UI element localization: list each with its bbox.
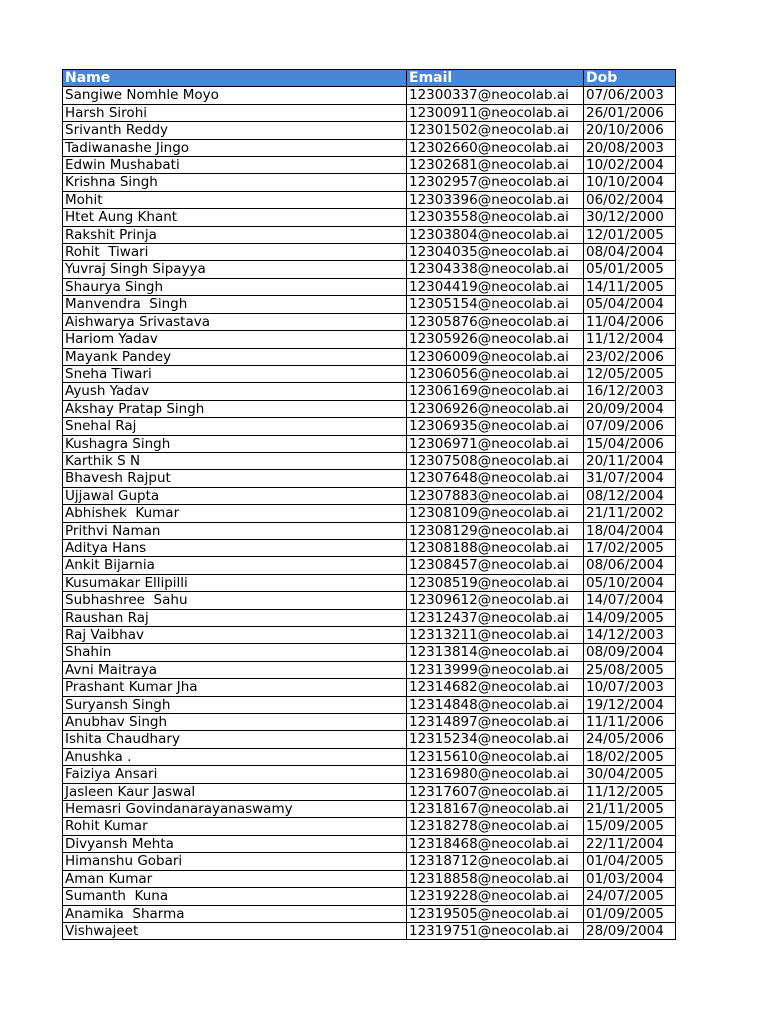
table-row [63, 592, 676, 609]
cell-name: Prithvi Naman [63, 522, 407, 539]
cell-name: Anubhav Singh [63, 714, 407, 731]
cell-name: Kusumakar Ellipilli [63, 574, 407, 591]
cell-email: 12319751@neocolab.ai [407, 922, 584, 939]
cell-name: Sangiwe Nomhle Moyo [63, 87, 407, 104]
cell-name: Kushagra Singh [63, 435, 407, 452]
cell-email: 12318712@neocolab.ai [407, 853, 584, 870]
cell-email: 12318167@neocolab.ai [407, 801, 584, 818]
cell-email: 12303558@neocolab.ai [407, 209, 584, 226]
cell-name: Vishwajeet [63, 922, 407, 939]
table-row [63, 157, 676, 174]
cell-name: Aishwarya Srivastava [63, 313, 407, 330]
cell-dob: 20/08/2003 [584, 139, 676, 156]
cell-email: 12304338@neocolab.ai [407, 261, 584, 278]
cell-name: Mohit [63, 191, 407, 208]
cell-email: 12309612@neocolab.ai [407, 592, 584, 609]
cell-email: 12315610@neocolab.ai [407, 748, 584, 765]
cell-dob: 10/02/2004 [584, 157, 676, 174]
cell-dob: 01/04/2005 [584, 853, 676, 870]
cell-email: 12308188@neocolab.ai [407, 539, 584, 556]
cell-dob: 15/09/2005 [584, 818, 676, 835]
table-row [63, 818, 676, 835]
cell-dob: 31/07/2004 [584, 470, 676, 487]
cell-dob: 11/12/2004 [584, 331, 676, 348]
cell-dob: 08/09/2004 [584, 644, 676, 661]
cell-email: 12307648@neocolab.ai [407, 470, 584, 487]
cell-name: Karthik S N [63, 452, 407, 469]
cell-name: Ishita Chaudhary [63, 731, 407, 748]
table-row [63, 661, 676, 678]
cell-dob: 16/12/2003 [584, 383, 676, 400]
cell-email: 12313211@neocolab.ai [407, 627, 584, 644]
cell-name: Rohit Tiwari [63, 244, 407, 261]
cell-name: Ayush Yadav [63, 383, 407, 400]
cell-name: Shaurya Singh [63, 278, 407, 295]
cell-name: Faiziya Ansari [63, 766, 407, 783]
cell-name: Sneha Tiwari [63, 365, 407, 382]
table-row [63, 835, 676, 852]
cell-email: 12305154@neocolab.ai [407, 296, 584, 313]
cell-dob: 05/01/2005 [584, 261, 676, 278]
cell-dob: 30/04/2005 [584, 766, 676, 783]
cell-email: 12319505@neocolab.ai [407, 905, 584, 922]
cell-email: 12306009@neocolab.ai [407, 348, 584, 365]
cell-email: 12306056@neocolab.ai [407, 365, 584, 382]
cell-email: 12303804@neocolab.ai [407, 226, 584, 243]
header-row [63, 70, 676, 87]
cell-email: 12318468@neocolab.ai [407, 835, 584, 852]
cell-name: Divyansh Mehta [63, 835, 407, 852]
cell-email: 12318858@neocolab.ai [407, 870, 584, 887]
cell-name: Jasleen Kaur Jaswal [63, 783, 407, 800]
cell-dob: 10/07/2003 [584, 679, 676, 696]
cell-dob: 24/05/2006 [584, 731, 676, 748]
cell-email: 12308109@neocolab.ai [407, 505, 584, 522]
cell-email: 12306935@neocolab.ai [407, 418, 584, 435]
cell-email: 12313814@neocolab.ai [407, 644, 584, 661]
cell-dob: 05/10/2004 [584, 574, 676, 591]
cell-email: 12302957@neocolab.ai [407, 174, 584, 191]
cell-dob: 20/09/2004 [584, 400, 676, 417]
cell-name: Anamika Sharma [63, 905, 407, 922]
student-table [62, 69, 676, 940]
table-row [63, 870, 676, 887]
cell-name: Krishna Singh [63, 174, 407, 191]
cell-name: Srivanth Reddy [63, 122, 407, 139]
table-row [63, 627, 676, 644]
table-row [63, 104, 676, 121]
cell-dob: 30/12/2000 [584, 209, 676, 226]
cell-name: Ujjawal Gupta [63, 487, 407, 504]
cell-dob: 22/11/2004 [584, 835, 676, 852]
table-row [63, 296, 676, 313]
cell-name: Aman Kumar [63, 870, 407, 887]
cell-email: 12304419@neocolab.ai [407, 278, 584, 295]
table-row [63, 365, 676, 382]
cell-dob: 18/04/2004 [584, 522, 676, 539]
cell-name: Snehal Raj [63, 418, 407, 435]
cell-email: 12312437@neocolab.ai [407, 609, 584, 626]
cell-email: 12314897@neocolab.ai [407, 714, 584, 731]
cell-name: Ankit Bijarnia [63, 557, 407, 574]
table-row [63, 574, 676, 591]
header-email: Email [407, 70, 584, 87]
cell-name: Manvendra Singh [63, 296, 407, 313]
cell-dob: 14/11/2005 [584, 278, 676, 295]
cell-dob: 14/07/2004 [584, 592, 676, 609]
cell-dob: 06/02/2004 [584, 191, 676, 208]
cell-name: Akshay Pratap Singh [63, 400, 407, 417]
table-row [63, 244, 676, 261]
cell-dob: 08/06/2004 [584, 557, 676, 574]
cell-email: 12319228@neocolab.ai [407, 888, 584, 905]
cell-dob: 05/04/2004 [584, 296, 676, 313]
cell-dob: 10/10/2004 [584, 174, 676, 191]
cell-email: 12316980@neocolab.ai [407, 766, 584, 783]
cell-email: 12307883@neocolab.ai [407, 487, 584, 504]
cell-email: 12313999@neocolab.ai [407, 661, 584, 678]
cell-name: Rakshit Prinja [63, 226, 407, 243]
table-row [63, 383, 676, 400]
table-row [63, 331, 676, 348]
cell-email: 12306169@neocolab.ai [407, 383, 584, 400]
cell-email: 12306971@neocolab.ai [407, 435, 584, 452]
table-body [63, 87, 676, 940]
cell-dob: 28/09/2004 [584, 922, 676, 939]
table-row [63, 801, 676, 818]
cell-dob: 07/06/2003 [584, 87, 676, 104]
cell-email: 12317607@neocolab.ai [407, 783, 584, 800]
table-row [63, 888, 676, 905]
cell-name: Hariom Yadav [63, 331, 407, 348]
table-row [63, 922, 676, 939]
cell-name: Avni Maitraya [63, 661, 407, 678]
cell-dob: 25/08/2005 [584, 661, 676, 678]
table-row [63, 418, 676, 435]
cell-dob: 08/12/2004 [584, 487, 676, 504]
cell-email: 12302660@neocolab.ai [407, 139, 584, 156]
cell-email: 12308129@neocolab.ai [407, 522, 584, 539]
cell-name: Prashant Kumar Jha [63, 679, 407, 696]
cell-email: 12303396@neocolab.ai [407, 191, 584, 208]
cell-dob: 08/04/2004 [584, 244, 676, 261]
table-row [63, 174, 676, 191]
cell-name: Yuvraj Singh Sipayya [63, 261, 407, 278]
cell-dob: 21/11/2002 [584, 505, 676, 522]
cell-name: Raj Vaibhav [63, 627, 407, 644]
cell-name: Hemasri Govindanarayanaswamy [63, 801, 407, 818]
table-row [63, 766, 676, 783]
table-row [63, 731, 676, 748]
cell-email: 12315234@neocolab.ai [407, 731, 584, 748]
table-row [63, 470, 676, 487]
table-row [63, 905, 676, 922]
cell-dob: 15/04/2006 [584, 435, 676, 452]
table-header [63, 70, 676, 87]
cell-dob: 14/09/2005 [584, 609, 676, 626]
cell-dob: 14/12/2003 [584, 627, 676, 644]
table-row [63, 87, 676, 104]
table-row [63, 226, 676, 243]
table-row [63, 783, 676, 800]
cell-name: Rohit Kumar [63, 818, 407, 835]
table-row [63, 644, 676, 661]
cell-email: 12314682@neocolab.ai [407, 679, 584, 696]
cell-dob: 20/10/2006 [584, 122, 676, 139]
table-row [63, 714, 676, 731]
table-row [63, 261, 676, 278]
table-row [63, 452, 676, 469]
cell-email: 12302681@neocolab.ai [407, 157, 584, 174]
cell-email: 12300911@neocolab.ai [407, 104, 584, 121]
cell-email: 12308457@neocolab.ai [407, 557, 584, 574]
cell-name: Shahin [63, 644, 407, 661]
cell-dob: 12/01/2005 [584, 226, 676, 243]
table-row [63, 748, 676, 765]
cell-name: Subhashree Sahu [63, 592, 407, 609]
cell-name: Sumanth Kuna [63, 888, 407, 905]
cell-dob: 01/03/2004 [584, 870, 676, 887]
cell-name: Harsh Sirohi [63, 104, 407, 121]
cell-email: 12306926@neocolab.ai [407, 400, 584, 417]
table-row [63, 522, 676, 539]
cell-email: 12308519@neocolab.ai [407, 574, 584, 591]
table-row [63, 679, 676, 696]
table-row [63, 191, 676, 208]
cell-email: 12300337@neocolab.ai [407, 87, 584, 104]
table-row [63, 122, 676, 139]
cell-email: 12305926@neocolab.ai [407, 331, 584, 348]
cell-email: 12307508@neocolab.ai [407, 452, 584, 469]
cell-name: Tadiwanashe Jingo [63, 139, 407, 156]
cell-dob: 26/01/2006 [584, 104, 676, 121]
table-row [63, 487, 676, 504]
table-row [63, 539, 676, 556]
cell-dob: 18/02/2005 [584, 748, 676, 765]
table-row [63, 209, 676, 226]
cell-dob: 23/02/2006 [584, 348, 676, 365]
table-row [63, 853, 676, 870]
cell-name: Bhavesh Rajput [63, 470, 407, 487]
cell-dob: 20/11/2004 [584, 452, 676, 469]
table-row [63, 313, 676, 330]
table-row [63, 505, 676, 522]
cell-dob: 19/12/2004 [584, 696, 676, 713]
cell-name: Anushka . [63, 748, 407, 765]
table-row [63, 348, 676, 365]
cell-dob: 12/05/2005 [584, 365, 676, 382]
cell-dob: 07/09/2006 [584, 418, 676, 435]
table-row [63, 278, 676, 295]
cell-dob: 21/11/2005 [584, 801, 676, 818]
cell-name: Suryansh Singh [63, 696, 407, 713]
cell-name: Raushan Raj [63, 609, 407, 626]
cell-email: 12301502@neocolab.ai [407, 122, 584, 139]
cell-dob: 11/12/2005 [584, 783, 676, 800]
header-name: Name [63, 70, 407, 87]
cell-email: 12304035@neocolab.ai [407, 244, 584, 261]
cell-name: Himanshu Gobari [63, 853, 407, 870]
table-row [63, 557, 676, 574]
cell-dob: 11/04/2006 [584, 313, 676, 330]
cell-name: Edwin Mushabati [63, 157, 407, 174]
cell-dob: 01/09/2005 [584, 905, 676, 922]
table-row [63, 609, 676, 626]
cell-dob: 11/11/2006 [584, 714, 676, 731]
header-dob: Dob [584, 70, 676, 87]
cell-email: 12314848@neocolab.ai [407, 696, 584, 713]
cell-dob: 24/07/2005 [584, 888, 676, 905]
cell-email: 12318278@neocolab.ai [407, 818, 584, 835]
cell-dob: 17/02/2005 [584, 539, 676, 556]
cell-name: Aditya Hans [63, 539, 407, 556]
cell-name: Abhishek Kumar [63, 505, 407, 522]
cell-email: 12305876@neocolab.ai [407, 313, 584, 330]
cell-name: Mayank Pandey [63, 348, 407, 365]
table-row [63, 696, 676, 713]
table-row [63, 435, 676, 452]
cell-name: Htet Aung Khant [63, 209, 407, 226]
table-row [63, 139, 676, 156]
table-row [63, 400, 676, 417]
